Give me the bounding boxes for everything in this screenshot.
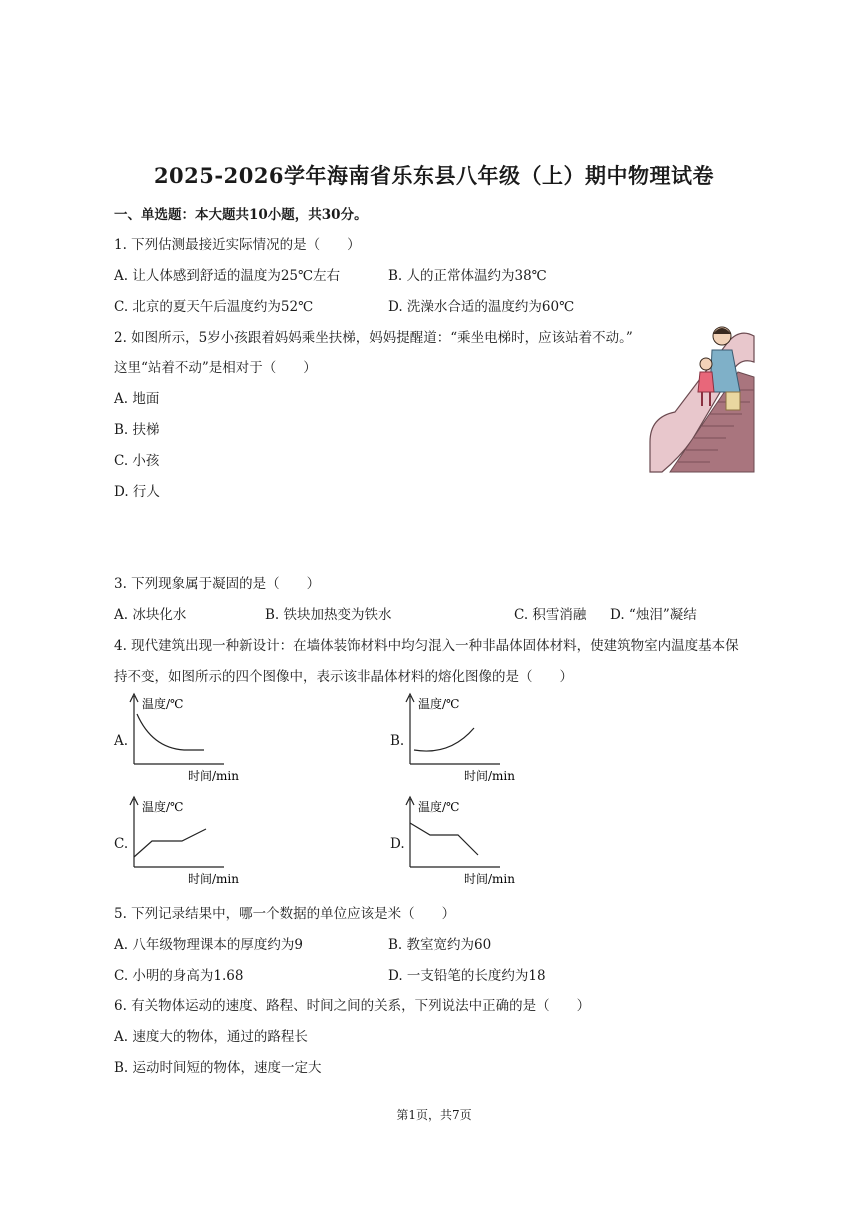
question-1-option-a: A. 让人体感到舒适的温度为25℃左右 (114, 268, 341, 284)
question-2-stem-cont: 这里“站着不动”是相对于（ ） (114, 360, 317, 376)
question-4-stem-cont: 持不变，如图所示的四个图像中，表示该非晶体材料的熔化图像的是（ ） (114, 669, 573, 685)
question-5-option-b: B. 教室宽约为60 (388, 937, 492, 953)
graph-b-ylabel: 温度/℃ (418, 697, 460, 711)
question-1-option-c: C. 北京的夏天午后温度约为52℃ (114, 299, 314, 315)
graph-c-xlabel: 时间/min (188, 872, 239, 886)
question-3-option-a: A. 冰块化水 (114, 607, 187, 623)
question-2-option-d: D. 行人 (114, 484, 160, 500)
question-1-stem: 1. 下列估测最接近实际情况的是（ ） (114, 237, 361, 253)
graph-b-label: B. (390, 733, 405, 749)
graph-a (124, 692, 264, 784)
question-1-option-b: B. 人的正常体温约为38℃ (388, 268, 547, 284)
question-5-option-c: C. 小明的身高为1.68 (114, 968, 244, 984)
question-3-stem: 3. 下列现象属于凝固的是（ ） (114, 576, 321, 592)
question-5-stem: 5. 下列记录结果中，哪一个数据的单位应该是米（ ） (114, 906, 456, 922)
graph-a-xlabel: 时间/min (188, 769, 239, 783)
graph-d (400, 795, 540, 887)
escalator-illustration (640, 322, 758, 474)
question-2-option-c: C. 小孩 (114, 453, 160, 469)
question-2-stem: 2. 如图所示，5岁小孩跟着妈妈乘坐扶梯，妈妈提醒道：“乘坐电梯时，应该站着不动。” (114, 330, 633, 346)
question-3-option-d: D. “烛泪”凝结 (610, 607, 697, 623)
graph-c (124, 795, 264, 887)
graph-a-ylabel: 温度/℃ (142, 697, 184, 711)
graph-d-ylabel: 温度/℃ (418, 800, 460, 814)
section-heading: 一、单选题：本大题共10小题，共30分。 (114, 207, 368, 223)
graph-c-label: C. (114, 836, 129, 852)
page-title: 2025-2026学年海南省乐东县八年级（上）期中物理试卷 (153, 163, 715, 188)
question-2-option-a: A. 地面 (114, 391, 160, 407)
graph-d-xlabel: 时间/min (464, 872, 515, 886)
question-6-stem: 6. 有关物体运动的速度、路程、时间之间的关系，下列说法中正确的是（ ） (114, 998, 591, 1014)
question-6-option-a: A. 速度大的物体，通过的路程长 (114, 1029, 308, 1045)
question-1-option-d: D. 洗澡水合适的温度约为60℃ (388, 299, 575, 315)
question-6-option-b: B. 运动时间短的物体，速度一定大 (114, 1060, 322, 1076)
question-5-option-a: A. 八年级物理课本的厚度约为9 (114, 937, 303, 953)
question-3-option-c: C. 积雪消融 (514, 607, 587, 623)
graph-a-label: A. (114, 733, 129, 749)
question-2-option-b: B. 扶梯 (114, 422, 160, 438)
question-3-option-b: B. 铁块加热变为铁水 (265, 607, 392, 623)
graph-b (400, 692, 540, 784)
graph-c-ylabel: 温度/℃ (142, 800, 184, 814)
page-footer: 第1页，共7页 (396, 1108, 472, 1122)
question-5-option-d: D. 一支铅笔的长度约为18 (388, 968, 546, 984)
question-4-stem: 4. 现代建筑出现一种新设计：在墙体装饰材料中均匀混入一种非晶体固体材料，使建筑物室内温度基本保 (114, 638, 739, 654)
graph-d-label: D. (390, 836, 405, 852)
graph-b-xlabel: 时间/min (464, 769, 515, 783)
